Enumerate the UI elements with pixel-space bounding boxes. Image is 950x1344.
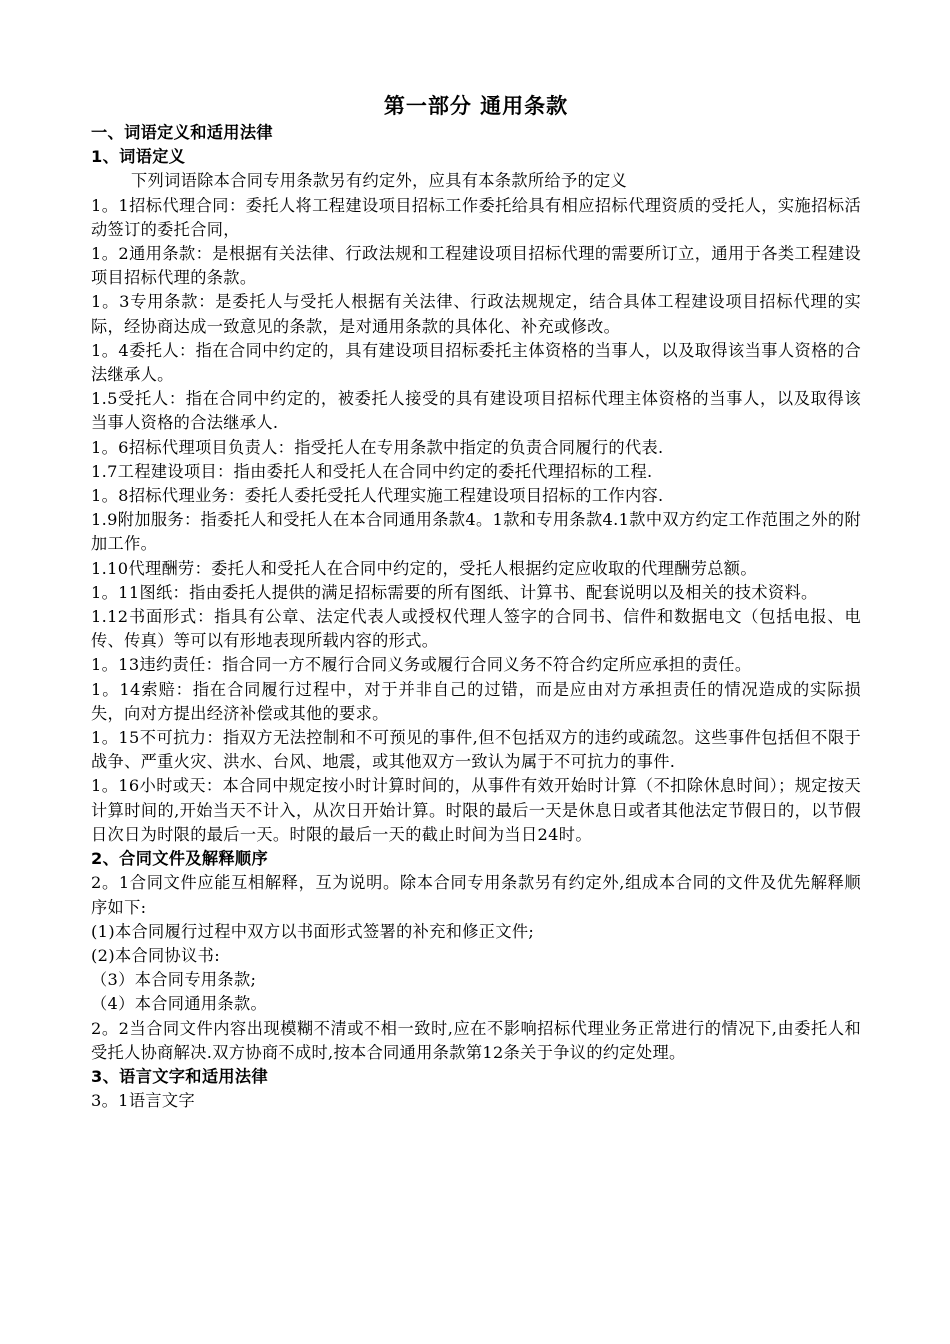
clause-paragraph: 1.12书面形式：指具有公章、法定代表人或授权代理人签字的合同书、信件和数据电文（包括电报、电传、传真）等可以有形地表现所载内容的形式。 — [91, 607, 861, 651]
clause-paragraph: 1。6招标代理项目负责人：指受托人在专用条款中指定的负责合同履行的代表. — [91, 437, 664, 457]
clause-paragraph: 1.5受托人：指在合同中约定的，被委托人接受的具有建设项目招标代理主体资格的当事人，以及取得该当事人资格的合法继承人. — [91, 389, 861, 433]
intro-paragraph: 下列词语除本合同专用条款另有约定外，应具有本条款所给予的定义 — [131, 171, 628, 191]
list-item: (2)本合同协议书: — [91, 945, 221, 965]
clause-paragraph: 1。16小时或天：本合同中规定按小时计算时间的，从事件有效开始时计算（不扣除休息时间）；规定按天计算时间的,开始当天不计入，从次日开始计算。时限的最后一天是休息日或者其他法定节假日的，以节假日次日为时限的最后一天。时限的最后一天的截止时间为当日24时。 — [91, 776, 861, 844]
list-item: (1)本合同履行过程中双方以书面形式签署的补充和修正文件; — [91, 921, 535, 941]
clause-paragraph: 1。13违约责任：指合同一方不履行合同义务或履行合同义务不符合约定所应承担的责任。 — [91, 655, 752, 675]
clause-paragraph: 1。8招标代理业务：委托人委托受托人代理实施工程建设项目招标的工作内容. — [91, 486, 664, 506]
clause-paragraph: 1。3专用条款：是委托人与受托人根据有关法律、行政法规规定，结合具体工程建设项目招标代理的实际，经协商达成一致意见的条款，是对通用条款的具体化、补充或修改。 — [91, 292, 861, 336]
clause-paragraph: 1。1招标代理合同：委托人将工程建设项目招标工作委托给具有相应招标代理资质的受托人，实施招标活动签订的委托合同， — [91, 195, 861, 239]
clause-paragraph: 1。4委托人：指在合同中约定的，具有建设项目招标委托主体资格的当事人，以及取得该当事人资格的合法继承人。 — [91, 340, 861, 385]
list-item: （3）本合同专用条款; — [91, 970, 257, 990]
subsection-heading: 1、词语定义 — [91, 147, 186, 167]
clause-paragraph: 2。1合同文件应能互相解释，互为说明。除本合同专用条款另有约定外,组成本合同的文件及优先解释顺序如下: — [91, 873, 861, 917]
clause-paragraph: 1。14索赔：指在合同履行过程中，对于并非自己的过错，而是应由对方承担责任的情况造成的实际损失，向对方提出经济补偿或其他的要求。 — [91, 679, 861, 723]
clause-paragraph: 1。15不可抗力：指双方无法控制和不可预见的事件,但不包括双方的违约或疏忽。这些事件包括但不限于战争、严重火灾、洪水、台风、地震，或其他双方一致认为属于不可抗力的事件. — [91, 728, 861, 772]
section-heading: 一、词语定义和适用法律 — [91, 123, 273, 142]
clause-paragraph: 1.9附加服务：指委托人和受托人在本合同通用条款4。1款和专用条款4.1款中双方约定工作范围之外的附加工作。 — [91, 510, 861, 554]
clause-paragraph: 3。1语言文字 — [91, 1091, 195, 1111]
page-title: 第一部分 通用条款 — [383, 94, 569, 118]
subsection-heading: 3、语言文字和适用法律 — [91, 1066, 268, 1086]
list-item: （4）本合同通用条款。 — [91, 994, 268, 1014]
clause-paragraph: 2。2当合同文件内容出现模糊不清或不相一致时,应在不影响招标代理业务正常进行的情况下,由委托人和受托人协商解决.双方协商不成时,按本合同通用条款第12条关于争议的约定处理。 — [91, 1018, 861, 1062]
clause-paragraph: 1.7工程建设项目：指由委托人和受托人在合同中约定的委托代理招标的工程. — [91, 461, 653, 481]
document-page — [91, 92, 861, 1113]
clause-paragraph: 1.10代理酬劳：委托人和受托人在合同中约定的，受托人根据约定应收取的代理酬劳总额。 — [91, 558, 757, 578]
clause-paragraph: 1。11图纸：指由委托人提供的满足招标需要的所有图纸、计算书、配套说明以及相关的技术资料。 — [91, 582, 818, 602]
clause-paragraph: 1。2通用条款：是根据有关法律、行政法规和工程建设项目招标代理的需要所订立，通用于各类工程建设项目招标代理的条款。 — [91, 244, 861, 288]
subsection-heading: 2、合同文件及解释顺序 — [91, 849, 268, 869]
